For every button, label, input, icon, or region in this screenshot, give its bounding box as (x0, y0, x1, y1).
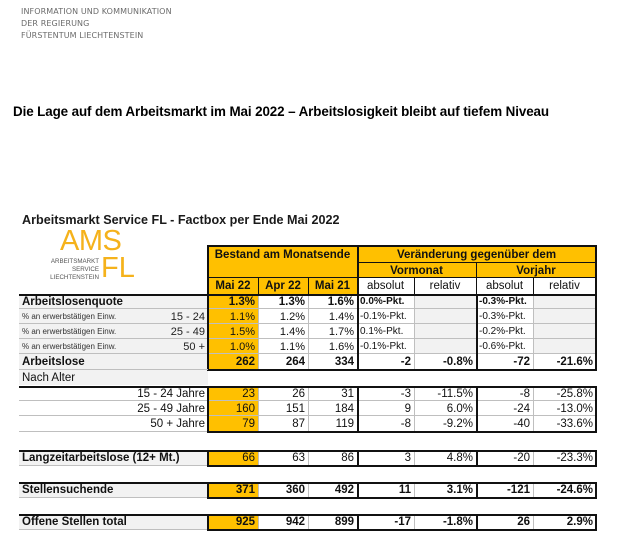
column-border (476, 482, 478, 498)
page-headline: Die Lage auf dem Arbeitsmarkt im Mai 2022 – Arbeitslosigkeit bleibt auf tiefem Niveau (13, 104, 549, 119)
cell-q50-5: -0.6%-Pkt. (479, 341, 526, 352)
cell-q2549-1: 1.4% (279, 325, 305, 338)
cell-stellensuchende-3: 11 (398, 484, 411, 496)
cell-q50-2: 1.6% (328, 340, 354, 353)
cell-a1524-3: -3 (400, 387, 411, 400)
cell-quote-1: 1.3% (278, 295, 305, 308)
column-border (207, 450, 209, 466)
row-range-q50: 50 + (150, 339, 208, 354)
cell-q1524-1: 1.2% (279, 310, 305, 323)
cell-q2549-4 (414, 324, 476, 339)
cell-a50-0: 79 (208, 416, 258, 432)
cell-langzeit-6: -23.3% (556, 452, 593, 464)
header-bestand: Bestand am Monatsende (208, 246, 357, 263)
column-border (357, 450, 359, 466)
column-border (357, 514, 359, 530)
row-label-a2549: 25 - 49 Jahre (137, 402, 205, 415)
cell-q1524-2: 1.4% (328, 310, 354, 323)
column-divider (414, 514, 415, 530)
cell-a50-3: -8 (400, 418, 411, 430)
column-border (476, 450, 478, 466)
cell-arbeitslose-5: -72 (513, 356, 530, 368)
cell-q1524-3: -0.1%-Pkt. (360, 311, 407, 322)
block-bottom-border (207, 369, 597, 371)
row-label-q50: % an erwerbstätigen Einw. (19, 339, 169, 354)
cell-q50-6 (533, 339, 596, 354)
cell-arbeitslose-0: 262 (208, 354, 258, 370)
column-divider (258, 450, 259, 466)
header-veraenderung: Veränderung gegenüber dem (357, 246, 596, 263)
header-border (357, 245, 359, 295)
header-border (207, 277, 597, 278)
col-header-mai22: Mai 22 (208, 278, 258, 294)
cell-q50-0: 1.0% (208, 339, 258, 354)
column-border (595, 450, 597, 466)
logo-sub-line: SERVICE (71, 266, 99, 273)
org-line: DER REGIERUNG (21, 19, 90, 28)
block-bottom-border (207, 497, 597, 499)
column-divider (258, 294, 259, 370)
factbox-title: Arbeitsmarkt Service FL - Factbox per Ende Mai 2022 (22, 213, 340, 227)
row-label-a50: 50 + Jahre (150, 418, 205, 430)
cell-arbeitslose-6: -21.6% (556, 356, 593, 368)
cell-q2549-2: 1.7% (328, 325, 354, 338)
header-border (414, 278, 415, 294)
column-divider (308, 514, 309, 530)
cell-quote-2: 1.6% (327, 295, 354, 308)
cell-a50-2: 119 (335, 418, 354, 430)
cell-a2549-2: 184 (334, 402, 354, 415)
row-label-quote: Arbeitslosenquote (19, 294, 208, 309)
col-header-vormonat-relativ: relativ (429, 280, 461, 292)
cell-langzeit-0: 66 (208, 450, 258, 466)
column-divider (308, 450, 309, 466)
cell-q50-1: 1.1% (279, 340, 305, 353)
block-bottom-border (207, 431, 597, 433)
cell-arbeitslose-3: -2 (400, 356, 411, 368)
cell-a1524-5: -8 (519, 387, 530, 400)
column-divider (258, 482, 259, 498)
column-border (207, 482, 209, 498)
cell-q2549-5: -0.2%-Pkt. (479, 326, 526, 337)
cell-offene-3: -17 (394, 516, 411, 528)
cell-a1524-1: 26 (292, 387, 305, 400)
col-header-vorjahr-relativ: relativ (549, 280, 580, 292)
cell-stellensuchende-4: 3.1% (446, 484, 473, 496)
cell-a2549-6: -13.0% (556, 402, 593, 415)
cell-stellensuchende-5: -121 (506, 484, 530, 496)
col-header-vorjahr-absolut: absolut (485, 280, 524, 292)
cell-q50-4 (414, 339, 476, 354)
block-top-border (207, 514, 597, 516)
column-divider (414, 386, 415, 432)
header-border (595, 245, 597, 295)
org-line: INFORMATION UND KOMMUNIKATION (21, 7, 172, 16)
cell-a50-5: -40 (513, 418, 530, 430)
row-label-nach_alter: Nach Alter (19, 370, 208, 385)
column-divider (533, 482, 534, 498)
column-divider (258, 386, 259, 432)
cell-langzeit-1: 63 (292, 452, 305, 464)
cell-a2549-1: 151 (285, 402, 305, 415)
column-divider (414, 482, 415, 498)
cell-q2549-3: 0.1%-Pkt. (360, 326, 404, 337)
header-border (207, 245, 209, 295)
logo-sub-line: LIECHTENSTEIN (50, 274, 99, 281)
block-bottom-border (207, 465, 597, 467)
cell-a50-4: -9.2% (442, 418, 473, 430)
cell-q1524-5: -0.3%-Pkt. (479, 311, 526, 322)
cell-arbeitslose-4: -0.8% (442, 356, 473, 368)
cell-a2549-4: 6.0% (446, 402, 473, 415)
row-label-arbeitslose: Arbeitslose (19, 354, 208, 370)
column-divider (414, 450, 415, 466)
column-divider (533, 450, 534, 466)
col-header-apr22: Apr 22 (258, 278, 308, 294)
cell-arbeitslose-1: 264 (285, 356, 305, 368)
header-vormonat: Vormonat (357, 263, 476, 278)
block-top-border (207, 294, 597, 296)
cell-a1524-4: -11.5% (437, 387, 473, 400)
column-border (595, 386, 597, 432)
col-header-vormonat-absolut: absolut (366, 280, 405, 292)
block-top-border (207, 482, 597, 484)
cell-q50-3: -0.1%-Pkt. (360, 341, 407, 352)
header-border (308, 278, 309, 294)
row-label-a1524: 15 - 24 Jahre (137, 387, 205, 400)
cell-stellensuchende-1: 360 (285, 484, 305, 496)
column-divider (533, 514, 534, 530)
header-border (357, 262, 596, 263)
column-border (595, 514, 597, 530)
cell-a1524-6: -25.8% (556, 387, 593, 400)
column-divider (258, 514, 259, 530)
cell-offene-1: 942 (285, 516, 305, 528)
column-border (357, 294, 359, 370)
column-border (476, 514, 478, 530)
cell-a2549-5: -24 (513, 402, 530, 415)
row-label-stellensuchende: Stellensuchende (19, 482, 208, 498)
cell-offene-4: -1.8% (442, 516, 473, 528)
cell-a1524-0: 23 (208, 386, 258, 401)
cell-q2549-0: 1.5% (208, 324, 258, 339)
column-border (357, 386, 359, 432)
row-label-q1524: % an erwerbstätigen Einw. (19, 309, 169, 324)
column-border (207, 386, 209, 432)
col-header-mai21: Mai 21 (308, 278, 357, 294)
row-range-q1524: 15 - 24 (150, 309, 208, 324)
column-divider (533, 294, 534, 370)
cell-q1524-4 (414, 309, 476, 324)
row-label-q2549: % an erwerbstätigen Einw. (19, 324, 169, 339)
cell-stellensuchende-0: 371 (208, 482, 258, 498)
cell-stellensuchende-2: 492 (334, 484, 354, 496)
cell-a2549-3: 9 (404, 402, 411, 415)
row-label-langzeit: Langzeitarbeitslose (12+ Mt.) (19, 450, 208, 466)
cell-arbeitslose-2: 334 (334, 356, 354, 368)
column-divider (308, 294, 309, 370)
block-bottom-border (207, 529, 597, 531)
logo-ams-text: AMS (60, 225, 122, 257)
cell-quote-3: 0.0%-Pkt. (360, 296, 405, 307)
logo-fl-text: FL (101, 252, 135, 284)
cell-q1524-6 (533, 309, 596, 324)
block-top-border (207, 450, 597, 452)
column-divider (533, 386, 534, 432)
row-range-q2549: 25 - 49 (150, 324, 208, 339)
header-border (533, 278, 534, 294)
column-border (357, 482, 359, 498)
cell-q2549-6 (533, 324, 596, 339)
column-border (476, 294, 478, 370)
column-border (595, 294, 597, 370)
logo-sub-line: ARBEITSMARKT (50, 258, 99, 265)
cell-a50-1: 87 (292, 418, 305, 430)
header-vorjahr: Vorjahr (476, 263, 596, 278)
cell-langzeit-4: 4.8% (446, 452, 473, 464)
cell-a2549-0: 160 (208, 401, 258, 416)
column-border (207, 514, 209, 530)
column-border (595, 482, 597, 498)
cell-langzeit-2: 86 (341, 452, 354, 464)
cell-offene-5: 26 (517, 516, 530, 528)
block-top-border (207, 386, 597, 388)
cell-offene-0: 925 (208, 514, 258, 530)
header-border (476, 263, 477, 295)
cell-offene-2: 899 (334, 516, 354, 528)
cell-offene-6: 2.9% (566, 516, 593, 528)
cell-langzeit-5: -20 (513, 452, 530, 464)
cell-a1524-2: 31 (341, 387, 354, 400)
cell-quote-0: 1.3% (208, 294, 258, 309)
org-line: FÜRSTENTUM LIECHTENSTEIN (21, 31, 144, 40)
header-bestand-fill (208, 263, 357, 278)
row-label-offene: Offene Stellen total (19, 514, 208, 530)
cell-a50-6: -33.6% (556, 418, 593, 430)
cell-quote-4 (414, 294, 476, 309)
section-border (19, 369, 208, 370)
column-divider (308, 482, 309, 498)
cell-stellensuchende-6: -24.6% (556, 484, 593, 496)
header-border (258, 278, 259, 294)
cell-quote-5: -0.3%-Pkt. (479, 296, 527, 307)
column-border (207, 294, 209, 370)
cell-langzeit-3: 3 (404, 452, 411, 464)
column-border (476, 386, 478, 432)
cell-q1524-0: 1.1% (208, 309, 258, 324)
column-divider (414, 294, 415, 370)
header-border (207, 245, 597, 247)
column-divider (308, 386, 309, 432)
cell-quote-6 (533, 294, 596, 309)
